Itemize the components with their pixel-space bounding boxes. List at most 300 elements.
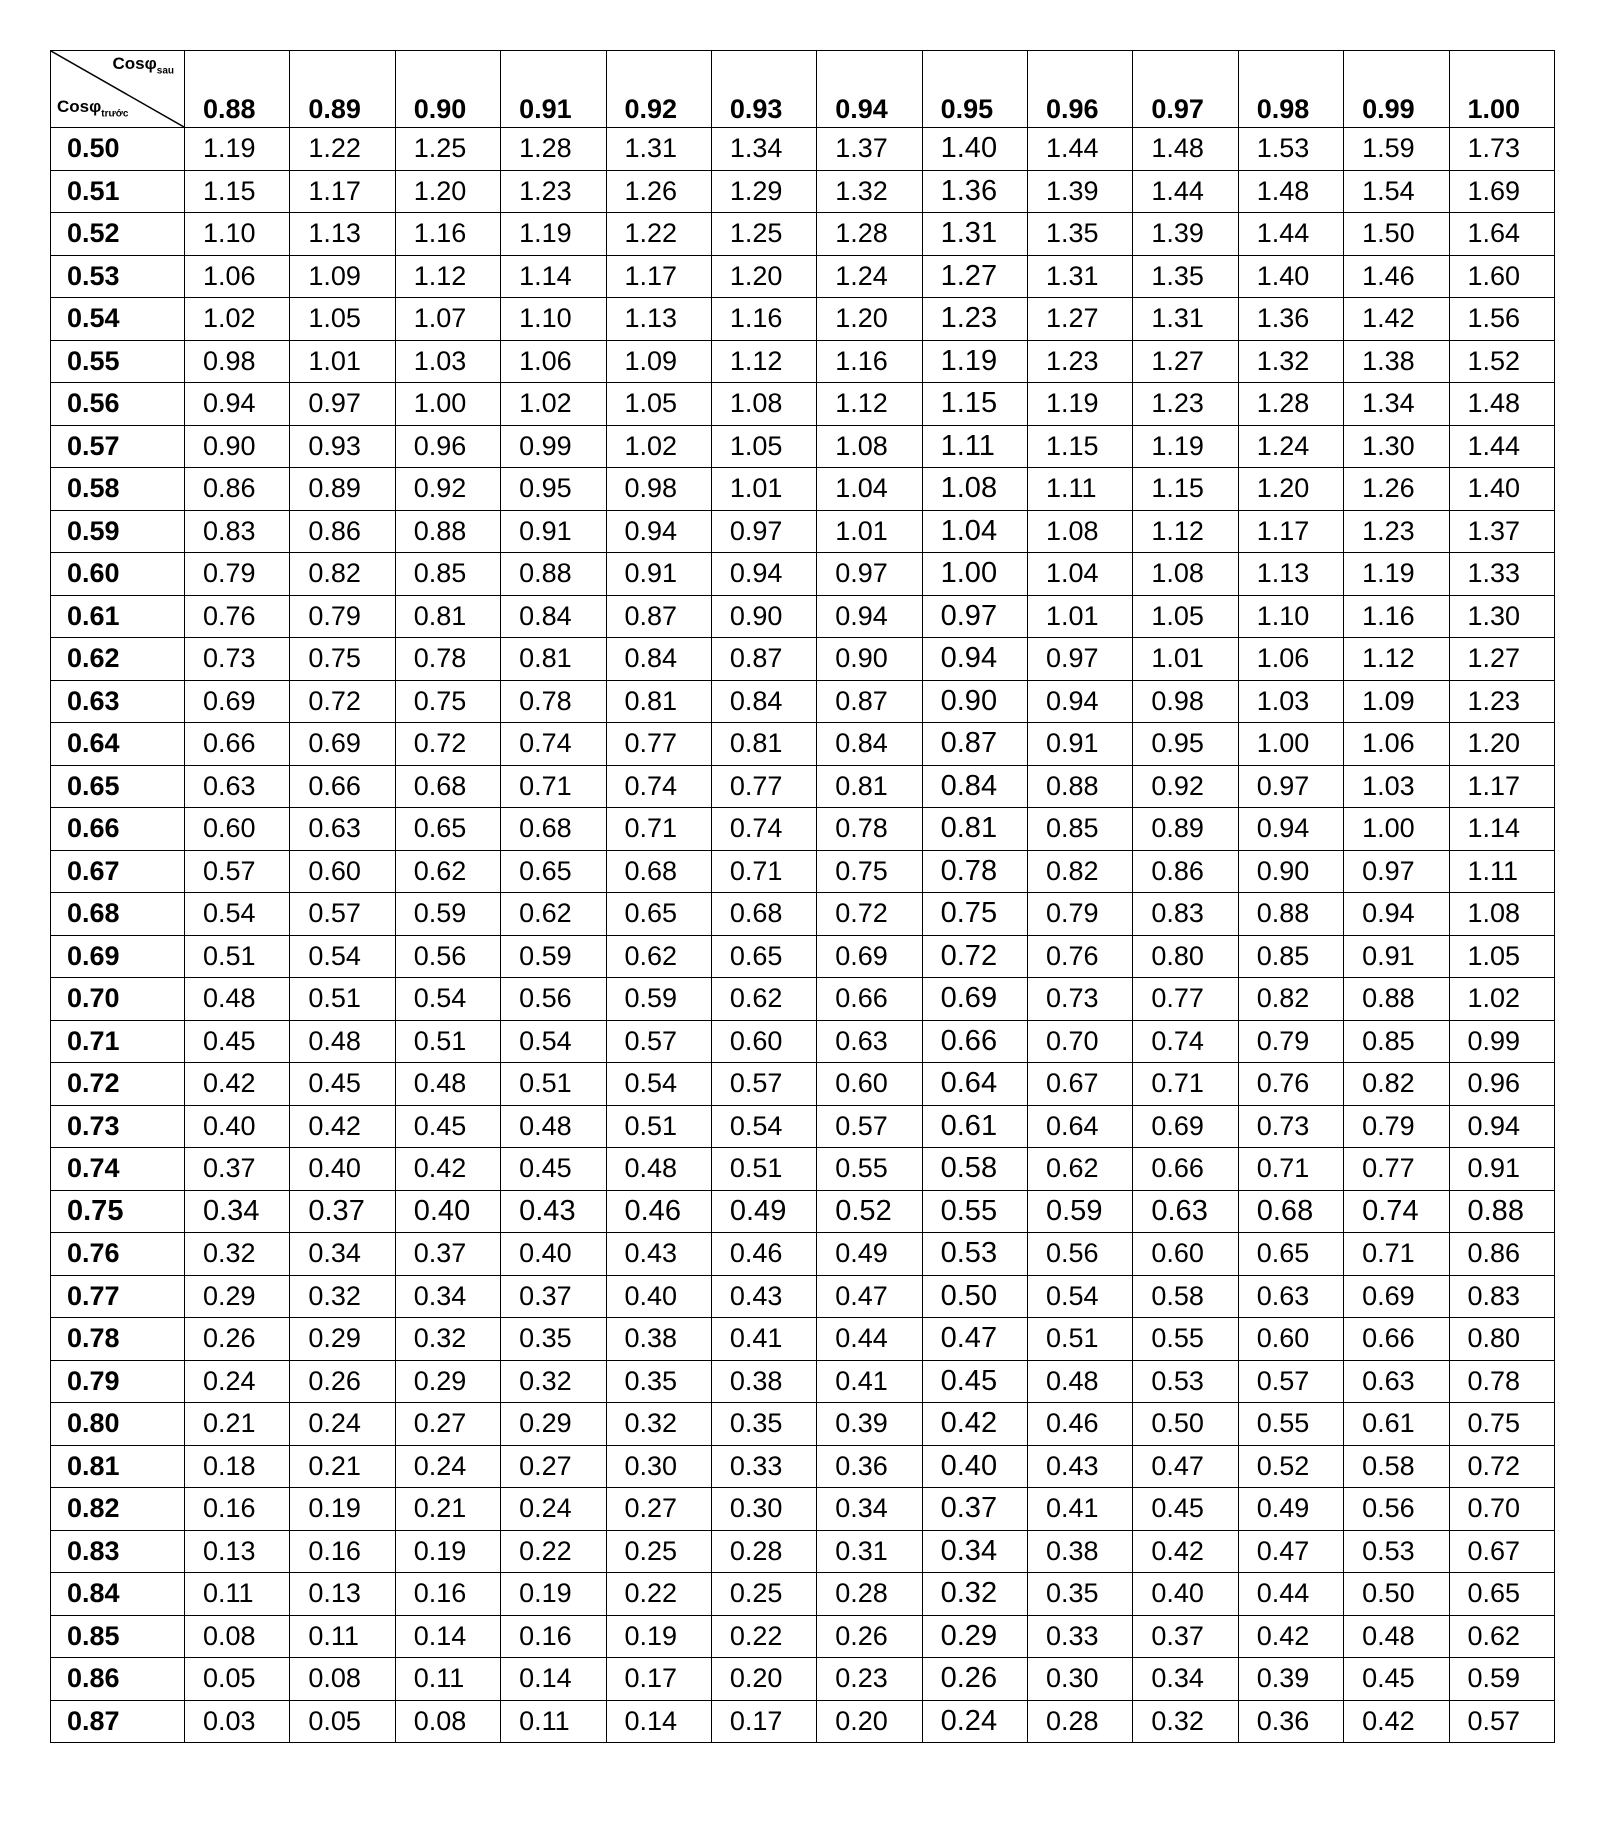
table-cell: 0.36 — [1238, 1700, 1343, 1743]
table-cell: 0.55 — [1238, 1403, 1343, 1446]
table-cell: 0.13 — [290, 1573, 395, 1616]
table-row — [51, 340, 1555, 383]
table-cell: 0.38 — [1028, 1530, 1133, 1573]
table-cell: 1.31 — [1133, 298, 1238, 341]
table-cell: 0.16 — [185, 1488, 290, 1531]
table-cell: 1.24 — [1238, 425, 1343, 468]
header-row — [51, 51, 1555, 128]
table-cell: 0.08 — [185, 1615, 290, 1658]
table-cell: 0.57 — [817, 1105, 922, 1148]
table-cell: 0.85 — [1344, 1020, 1449, 1063]
table-cell: 0.94 — [1028, 680, 1133, 723]
table-cell: 0.47 — [1133, 1445, 1238, 1488]
table-cell: 0.36 — [817, 1445, 922, 1488]
table-cell: 0.40 — [501, 1233, 606, 1276]
table-cell: 0.57 — [1449, 1700, 1554, 1743]
table-cell: 0.98 — [606, 468, 711, 511]
table-cell: 0.26 — [185, 1318, 290, 1361]
table-cell: 1.30 — [1344, 425, 1449, 468]
table-cell: 0.50 — [1344, 1573, 1449, 1616]
table-cell: 0.77 — [711, 765, 816, 808]
table-cell: 0.52 — [817, 1190, 922, 1233]
table-cell: 0.63 — [1344, 1360, 1449, 1403]
table-cell: 0.48 — [1344, 1615, 1449, 1658]
table-cell: 0.53 — [1133, 1360, 1238, 1403]
table-cell: 0.77 — [1133, 978, 1238, 1021]
table-cell: 1.00 — [395, 383, 500, 426]
table-cell: 0.91 — [1449, 1148, 1554, 1191]
table-cell: 1.25 — [395, 128, 500, 171]
table-cell: 1.09 — [606, 340, 711, 383]
table-cell: 1.08 — [817, 425, 922, 468]
table-cell: 0.95 — [501, 468, 606, 511]
table-cell: 0.69 — [1133, 1105, 1238, 1148]
table-cell: 0.91 — [1344, 935, 1449, 978]
row-header: 0.81 — [51, 1445, 185, 1488]
table-cell: 0.43 — [711, 1275, 816, 1318]
table-cell: 1.64 — [1449, 213, 1554, 256]
table-cell: 0.17 — [711, 1700, 816, 1743]
table-cell: 0.27 — [606, 1488, 711, 1531]
table-cell: 0.49 — [817, 1233, 922, 1276]
table-cell: 0.68 — [1238, 1190, 1343, 1233]
table-cell: 0.83 — [1133, 893, 1238, 936]
table-row — [51, 510, 1555, 553]
table-cell: 0.50 — [1133, 1403, 1238, 1446]
table-cell: 0.25 — [606, 1530, 711, 1573]
row-header: 0.83 — [51, 1530, 185, 1573]
table-cell: 0.34 — [185, 1190, 290, 1233]
table-row — [51, 128, 1555, 171]
table-cell: 0.54 — [395, 978, 500, 1021]
table-cell: 1.19 — [1133, 425, 1238, 468]
table-cell: 1.04 — [922, 510, 1027, 553]
table-cell: 1.12 — [395, 255, 500, 298]
table-cell: 1.19 — [185, 128, 290, 171]
table-cell: 1.11 — [922, 425, 1027, 468]
table-cell: 0.94 — [922, 638, 1027, 681]
table-cell: 0.72 — [817, 893, 922, 936]
table-cell: 0.75 — [1449, 1403, 1554, 1446]
table-cell: 1.37 — [1449, 510, 1554, 553]
table-cell: 1.09 — [290, 255, 395, 298]
table-cell: 0.30 — [1028, 1658, 1133, 1701]
table-cell: 1.10 — [501, 298, 606, 341]
table-cell: 1.20 — [711, 255, 816, 298]
table-cell: 0.68 — [606, 850, 711, 893]
table-cell: 1.12 — [817, 383, 922, 426]
table-cell: 0.98 — [185, 340, 290, 383]
table-cell: 0.85 — [1238, 935, 1343, 978]
table-cell: 1.36 — [1238, 298, 1343, 341]
table-cell: 0.37 — [922, 1488, 1027, 1531]
table-cell: 1.60 — [1449, 255, 1554, 298]
table-cell: 1.01 — [290, 340, 395, 383]
table-cell: 0.63 — [1133, 1190, 1238, 1233]
coefficient-table-container — [50, 50, 1554, 1743]
table-cell: 1.01 — [711, 468, 816, 511]
table-cell: 1.30 — [1449, 595, 1554, 638]
table-cell: 0.45 — [185, 1020, 290, 1063]
table-cell: 0.97 — [922, 595, 1027, 638]
table-cell: 1.27 — [1449, 638, 1554, 681]
table-cell: 0.45 — [1133, 1488, 1238, 1531]
table-cell: 0.76 — [1028, 935, 1133, 978]
table-cell: 0.66 — [922, 1020, 1027, 1063]
table-cell: 1.00 — [1344, 808, 1449, 851]
table-row — [51, 1020, 1555, 1063]
table-cell: 0.47 — [1238, 1530, 1343, 1573]
table-cell: 0.24 — [395, 1445, 500, 1488]
table-cell: 1.17 — [1238, 510, 1343, 553]
table-cell: 1.44 — [1238, 213, 1343, 256]
column-header: 0.98 — [1238, 51, 1343, 128]
table-cell: 0.79 — [185, 553, 290, 596]
table-cell: 0.51 — [711, 1148, 816, 1191]
table-cell: 0.69 — [922, 978, 1027, 1021]
table-cell: 0.63 — [290, 808, 395, 851]
table-cell: 0.66 — [1344, 1318, 1449, 1361]
table-cell: 0.42 — [1133, 1530, 1238, 1573]
table-cell: 0.51 — [501, 1063, 606, 1106]
table-cell: 0.97 — [711, 510, 816, 553]
table-cell: 0.23 — [817, 1658, 922, 1701]
table-cell: 1.25 — [711, 213, 816, 256]
table-cell: 1.09 — [1344, 680, 1449, 723]
column-header: 0.96 — [1028, 51, 1133, 128]
table-cell: 1.35 — [1028, 213, 1133, 256]
table-cell: 1.16 — [395, 213, 500, 256]
table-cell: 0.63 — [1238, 1275, 1343, 1318]
table-cell: 0.97 — [1238, 765, 1343, 808]
table-cell: 1.08 — [1028, 510, 1133, 553]
table-cell: 0.55 — [817, 1148, 922, 1191]
table-cell: 0.43 — [501, 1190, 606, 1233]
table-cell: 0.78 — [922, 850, 1027, 893]
table-cell: 0.71 — [606, 808, 711, 851]
table-cell: 0.73 — [185, 638, 290, 681]
table-cell: 0.42 — [1238, 1615, 1343, 1658]
table-cell: 1.08 — [711, 383, 816, 426]
table-cell: 1.35 — [1133, 255, 1238, 298]
table-cell: 0.69 — [290, 723, 395, 766]
table-cell: 0.39 — [1238, 1658, 1343, 1701]
table-cell: 1.23 — [1344, 510, 1449, 553]
table-cell: 0.64 — [922, 1063, 1027, 1106]
table-row — [51, 1063, 1555, 1106]
column-header: 0.94 — [817, 51, 922, 128]
table-cell: 0.30 — [606, 1445, 711, 1488]
table-cell: 0.86 — [185, 468, 290, 511]
table-cell: 0.74 — [1344, 1190, 1449, 1233]
table-cell: 0.88 — [395, 510, 500, 553]
table-cell: 1.40 — [1238, 255, 1343, 298]
table-cell: 0.94 — [1449, 1105, 1554, 1148]
table-cell: 0.16 — [395, 1573, 500, 1616]
table-cell: 0.69 — [1344, 1275, 1449, 1318]
table-cell: 1.05 — [711, 425, 816, 468]
table-cell: 0.34 — [395, 1275, 500, 1318]
row-header: 0.73 — [51, 1105, 185, 1148]
table-cell: 1.22 — [290, 128, 395, 171]
table-cell: 0.22 — [606, 1573, 711, 1616]
table-cell: 0.89 — [290, 468, 395, 511]
table-row — [51, 1275, 1555, 1318]
row-header: 0.85 — [51, 1615, 185, 1658]
table-cell: 0.54 — [501, 1020, 606, 1063]
table-cell: 1.11 — [1449, 850, 1554, 893]
table-row — [51, 468, 1555, 511]
corner-label-after: Cosφ$_{sau}$ — [112, 54, 174, 77]
table-cell: 0.62 — [606, 935, 711, 978]
table-cell: 0.37 — [501, 1275, 606, 1318]
table-row — [51, 425, 1555, 468]
table-cell: 0.71 — [501, 765, 606, 808]
table-cell: 0.72 — [290, 680, 395, 723]
row-header: 0.75 — [51, 1190, 185, 1233]
table-cell: 0.20 — [817, 1700, 922, 1743]
table-cell: 0.19 — [290, 1488, 395, 1531]
table-cell: 0.96 — [1449, 1063, 1554, 1106]
table-cell: 0.48 — [606, 1148, 711, 1191]
table-cell: 0.51 — [185, 935, 290, 978]
table-cell: 1.01 — [1133, 638, 1238, 681]
column-header: 0.93 — [711, 51, 816, 128]
table-cell: 1.10 — [1238, 595, 1343, 638]
table-cell: 0.68 — [395, 765, 500, 808]
table-row — [51, 893, 1555, 936]
table-cell: 0.11 — [185, 1573, 290, 1616]
table-cell: 0.84 — [711, 680, 816, 723]
table-cell: 1.20 — [1449, 723, 1554, 766]
row-header: 0.50 — [51, 128, 185, 171]
table-cell: 0.74 — [501, 723, 606, 766]
table-cell: 0.81 — [395, 595, 500, 638]
table-cell: 0.45 — [290, 1063, 395, 1106]
table-cell: 1.04 — [1028, 553, 1133, 596]
table-cell: 1.40 — [1449, 468, 1554, 511]
table-cell: 0.40 — [185, 1105, 290, 1148]
table-cell: 0.62 — [501, 893, 606, 936]
table-cell: 0.85 — [1028, 808, 1133, 851]
table-cell: 0.71 — [711, 850, 816, 893]
row-header: 0.56 — [51, 383, 185, 426]
table-cell: 0.85 — [395, 553, 500, 596]
table-cell: 0.40 — [395, 1190, 500, 1233]
table-cell: 0.54 — [606, 1063, 711, 1106]
table-cell: 1.05 — [290, 298, 395, 341]
table-cell: 1.20 — [817, 298, 922, 341]
table-cell: 1.38 — [1344, 340, 1449, 383]
table-cell: 1.16 — [1344, 595, 1449, 638]
table-cell: 1.04 — [817, 468, 922, 511]
table-cell: 0.45 — [501, 1148, 606, 1191]
corner-label-before: Cosφ$_{trước}$ — [57, 96, 129, 119]
table-cell: 0.46 — [606, 1190, 711, 1233]
table-cell: 1.13 — [290, 213, 395, 256]
table-cell: 0.08 — [290, 1658, 395, 1701]
table-cell: 1.44 — [1133, 170, 1238, 213]
table-cell: 0.21 — [395, 1488, 500, 1531]
table-cell: 0.66 — [290, 765, 395, 808]
table-cell: 0.51 — [606, 1105, 711, 1148]
row-header: 0.52 — [51, 213, 185, 256]
row-header: 0.54 — [51, 298, 185, 341]
table-cell: 0.73 — [1028, 978, 1133, 1021]
table-cell: 0.65 — [501, 850, 606, 893]
table-cell: 0.80 — [1449, 1318, 1554, 1361]
table-cell: 0.75 — [922, 893, 1027, 936]
table-cell: 0.16 — [501, 1615, 606, 1658]
corner-header-cell — [51, 51, 185, 128]
table-cell: 0.50 — [922, 1275, 1027, 1318]
table-cell: 0.30 — [711, 1488, 816, 1531]
table-cell: 1.32 — [817, 170, 922, 213]
table-row — [51, 1148, 1555, 1191]
table-cell: 0.37 — [290, 1190, 395, 1233]
table-cell: 0.71 — [1133, 1063, 1238, 1106]
table-cell: 0.44 — [817, 1318, 922, 1361]
table-row — [51, 298, 1555, 341]
table-cell: 1.39 — [1133, 213, 1238, 256]
table-cell: 0.82 — [290, 553, 395, 596]
row-header: 0.79 — [51, 1360, 185, 1403]
column-header: 0.88 — [185, 51, 290, 128]
table-cell: 0.48 — [290, 1020, 395, 1063]
table-cell: 0.98 — [1133, 680, 1238, 723]
table-cell: 1.33 — [1449, 553, 1554, 596]
table-cell: 0.34 — [922, 1530, 1027, 1573]
table-cell: 0.11 — [395, 1658, 500, 1701]
table-cell: 0.92 — [395, 468, 500, 511]
table-cell: 1.24 — [817, 255, 922, 298]
table-cell: 0.45 — [922, 1360, 1027, 1403]
table-cell: 0.57 — [1238, 1360, 1343, 1403]
table-cell: 0.54 — [711, 1105, 816, 1148]
table-cell: 0.35 — [1028, 1573, 1133, 1616]
table-cell: 0.69 — [185, 680, 290, 723]
table-cell: 1.08 — [1449, 893, 1554, 936]
row-header: 0.80 — [51, 1403, 185, 1446]
table-cell: 0.58 — [1344, 1445, 1449, 1488]
table-cell: 1.15 — [922, 383, 1027, 426]
table-cell: 0.14 — [606, 1700, 711, 1743]
table-cell: 0.91 — [606, 553, 711, 596]
table-row — [51, 1233, 1555, 1276]
table-cell: 1.26 — [606, 170, 711, 213]
table-cell: 0.60 — [1133, 1233, 1238, 1276]
table-cell: 0.67 — [1028, 1063, 1133, 1106]
table-cell: 0.90 — [922, 680, 1027, 723]
table-cell: 1.00 — [1238, 723, 1343, 766]
table-cell: 0.26 — [817, 1615, 922, 1658]
row-header: 0.82 — [51, 1488, 185, 1531]
table-cell: 1.23 — [501, 170, 606, 213]
table-cell: 0.86 — [1449, 1233, 1554, 1276]
table-row — [51, 383, 1555, 426]
table-cell: 0.64 — [1028, 1105, 1133, 1148]
table-cell: 0.59 — [501, 935, 606, 978]
table-cell: 0.89 — [1133, 808, 1238, 851]
table-row — [51, 1488, 1555, 1531]
table-cell: 0.57 — [290, 893, 395, 936]
table-cell: 0.60 — [185, 808, 290, 851]
table-cell: 0.58 — [922, 1148, 1027, 1191]
table-row — [51, 723, 1555, 766]
table-cell: 0.57 — [185, 850, 290, 893]
table-cell: 0.81 — [501, 638, 606, 681]
table-cell: 0.03 — [185, 1700, 290, 1743]
table-cell: 0.81 — [922, 808, 1027, 851]
table-row — [51, 1615, 1555, 1658]
table-row — [51, 1530, 1555, 1573]
table-cell: 0.88 — [1238, 893, 1343, 936]
table-cell: 1.20 — [395, 170, 500, 213]
table-cell: 0.51 — [1028, 1318, 1133, 1361]
table-cell: 0.57 — [606, 1020, 711, 1063]
table-cell: 0.59 — [606, 978, 711, 1021]
table-cell: 0.94 — [606, 510, 711, 553]
table-cell: 0.28 — [711, 1530, 816, 1573]
table-cell: 0.21 — [185, 1403, 290, 1446]
table-cell: 0.35 — [606, 1360, 711, 1403]
table-cell: 0.46 — [1028, 1403, 1133, 1446]
table-cell: 1.44 — [1028, 128, 1133, 171]
table-cell: 0.76 — [185, 595, 290, 638]
table-row — [51, 765, 1555, 808]
row-header: 0.55 — [51, 340, 185, 383]
table-cell: 1.31 — [1028, 255, 1133, 298]
table-cell: 0.46 — [711, 1233, 816, 1276]
table-cell: 0.90 — [817, 638, 922, 681]
table-cell: 0.93 — [290, 425, 395, 468]
row-header: 0.86 — [51, 1658, 185, 1701]
table-row — [51, 1105, 1555, 1148]
table-cell: 0.66 — [1133, 1148, 1238, 1191]
table-cell: 0.16 — [290, 1530, 395, 1573]
table-cell: 0.74 — [606, 765, 711, 808]
table-cell: 0.43 — [1028, 1445, 1133, 1488]
table-cell: 0.24 — [501, 1488, 606, 1531]
row-header: 0.72 — [51, 1063, 185, 1106]
table-cell: 0.94 — [817, 595, 922, 638]
table-cell: 0.74 — [1133, 1020, 1238, 1063]
table-cell: 0.65 — [1238, 1233, 1343, 1276]
table-cell: 0.29 — [395, 1360, 500, 1403]
table-cell: 0.34 — [817, 1488, 922, 1531]
table-cell: 0.49 — [1238, 1488, 1343, 1531]
table-cell: 0.67 — [1449, 1530, 1554, 1573]
table-cell: 0.48 — [185, 978, 290, 1021]
table-cell: 0.53 — [922, 1233, 1027, 1276]
table-cell: 0.42 — [395, 1148, 500, 1191]
table-cell: 0.42 — [290, 1105, 395, 1148]
table-cell: 1.23 — [1028, 340, 1133, 383]
table-cell: 1.14 — [501, 255, 606, 298]
table-cell: 1.40 — [922, 128, 1027, 171]
table-cell: 0.54 — [185, 893, 290, 936]
table-cell: 0.82 — [1344, 1063, 1449, 1106]
table-cell: 1.11 — [1028, 468, 1133, 511]
table-cell: 0.48 — [501, 1105, 606, 1148]
table-cell: 0.87 — [922, 723, 1027, 766]
table-cell: 1.17 — [290, 170, 395, 213]
table-cell: 0.71 — [1238, 1148, 1343, 1191]
table-cell: 1.19 — [1344, 553, 1449, 596]
table-cell: 0.59 — [1028, 1190, 1133, 1233]
table-cell: 0.97 — [290, 383, 395, 426]
table-cell: 0.11 — [501, 1700, 606, 1743]
